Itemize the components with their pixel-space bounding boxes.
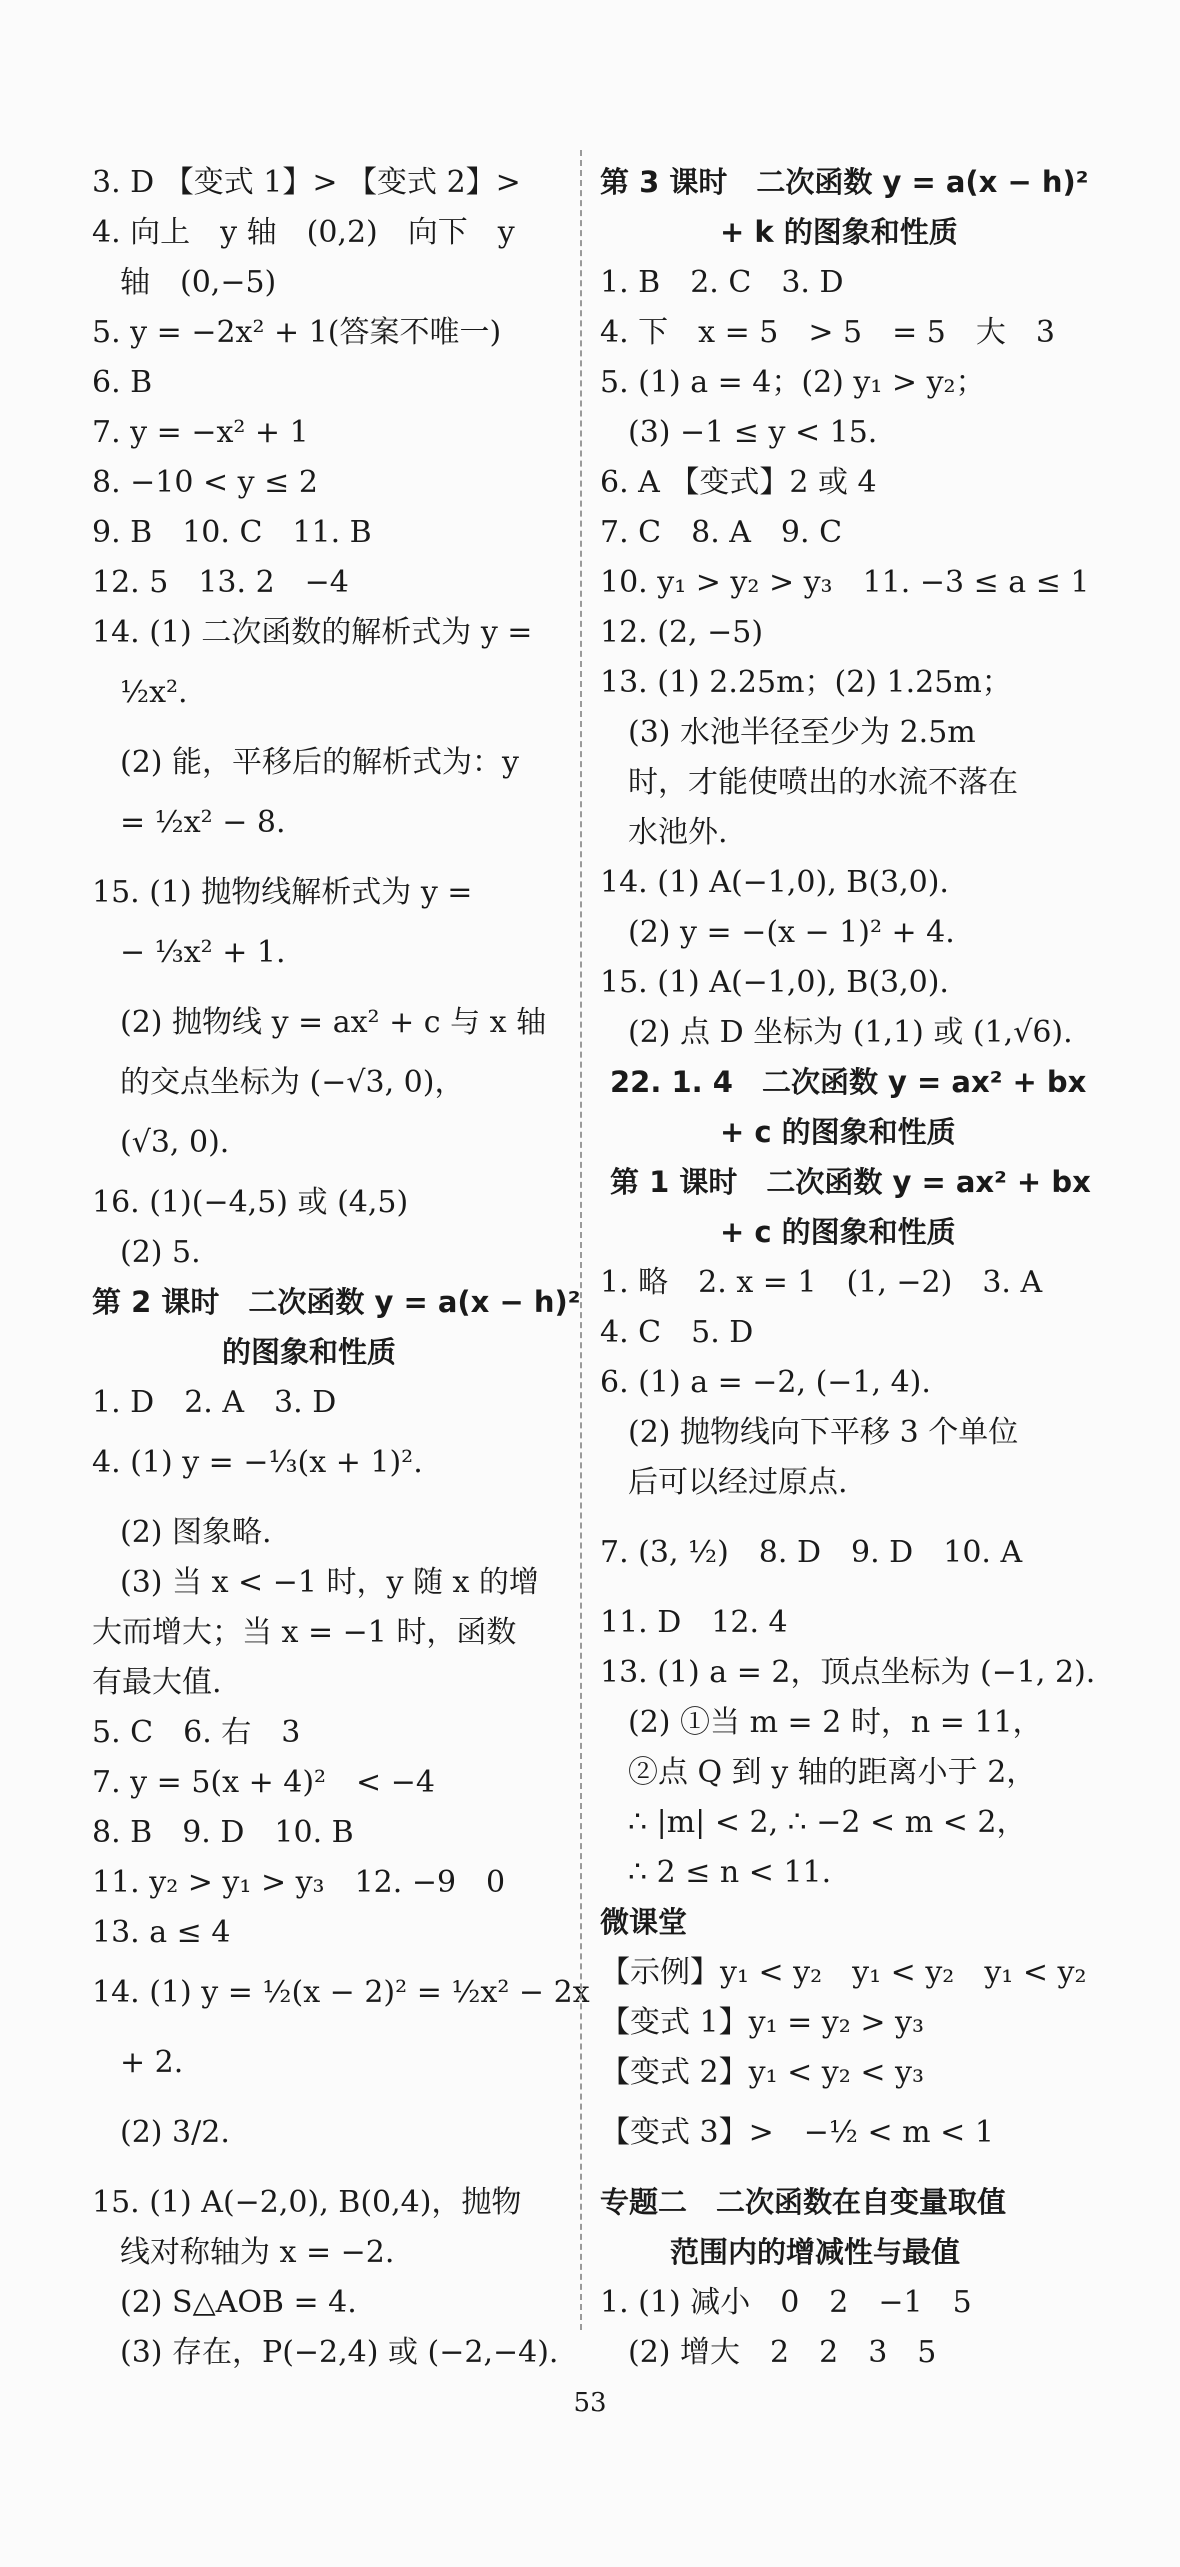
answer-line: 【示例】y₁ < y₂ y₁ < y₂ y₁ < y₂ (600, 1955, 1087, 1990)
answer-line: 3. D 【变式 1】> 【变式 2】> (92, 165, 521, 200)
answer-line: 5. y = −2x² + 1(答案不唯一) (92, 315, 502, 350)
answer-line: 1. (1) 减小 0 2 −1 5 (600, 2285, 972, 2320)
answer-line: (2) S△AOB = 4. (120, 2285, 357, 2320)
answer-line: 大而增大；当 x = −1 时，函数 (92, 1615, 517, 1650)
answer-line: 有最大值. (92, 1665, 222, 1700)
answer-line: 1. B 2. C 3. D (600, 265, 844, 300)
answer-line: 时，才能使喷出的水流不落在 (628, 765, 1018, 800)
answer-line: 15. (1) A(−1,0), B(3,0). (600, 965, 949, 1000)
answer-line: 6. A 【变式】2 或 4 (600, 465, 877, 500)
answer-line: (2) 抛物线 y = ax² + c 与 x 轴 (120, 1005, 547, 1040)
answer-line: (2) y = −(x − 1)² + 4. (628, 915, 955, 950)
answer-line: 轴 (0,−5) (120, 265, 277, 300)
answer-line: 7. (3, ½) 8. D 9. D 10. A (600, 1535, 1023, 1570)
answer-line: 4. C 5. D (600, 1315, 754, 1350)
answer-line: 14. (1) 二次函数的解析式为 y = (92, 615, 533, 650)
answer-line: 1. 略 2. x = 1 (1, −2) 3. A (600, 1265, 1043, 1300)
answer-line: 9. B 10. C 11. B (92, 515, 372, 550)
answer-line: (2) 能，平移后的解析式为：y (120, 745, 519, 780)
answer-line: 【变式 2】y₁ < y₂ < y₃ (600, 2055, 924, 2090)
answer-line: ∴ |m| < 2, ∴ −2 < m < 2， (628, 1805, 1027, 1840)
lesson-heading: + k 的图象和性质 (720, 215, 958, 249)
answer-line: 1. D 2. A 3. D (92, 1385, 337, 1420)
answer-line: (3) 当 x < −1 时，y 随 x 的增 (120, 1565, 539, 1600)
answer-line: 线对称轴为 x = −2. (120, 2235, 395, 2270)
answer-line: 11. y₂ > y₁ > y₃ 12. −9 0 (92, 1865, 506, 1900)
lesson-heading: 第 3 课时 二次函数 y = a(x − h)² (600, 165, 1089, 199)
section-heading: + c 的图象和性质 (720, 1115, 956, 1149)
answer-line: 4. (1) y = −⅓(x + 1)². (92, 1445, 423, 1480)
answer-line: 11. D 12. 4 (600, 1605, 788, 1640)
answer-line: 的交点坐标为 (−√3, 0)， (120, 1065, 465, 1100)
answer-line: 后可以经过原点. (628, 1465, 848, 1500)
answer-line: ½x². (120, 675, 188, 710)
answer-line: (√3, 0). (120, 1125, 230, 1160)
answer-line: 7. y = −x² + 1 (92, 415, 309, 450)
answer-line: 13. (1) a = 2，顶点坐标为 (−1, 2). (600, 1655, 1096, 1690)
answer-line: (2) 增大 2 2 3 5 (628, 2335, 937, 2370)
answer-line: 7. C 8. A 9. C (600, 515, 843, 550)
answer-line: 4. 下 x = 5 > 5 = 5 大 3 (600, 315, 1055, 350)
answer-line: 7. y = 5(x + 4)² < −4 (92, 1765, 435, 1800)
answer-line: 14. (1) A(−1,0), B(3,0). (600, 865, 949, 900)
answer-line: 12. 5 13. 2 −4 (92, 565, 349, 600)
answer-line: 12. (2, −5) (600, 615, 764, 650)
lesson-heading: 第 2 课时 二次函数 y = a(x − h)² (92, 1285, 581, 1319)
answer-line: + 2. (120, 2045, 184, 2080)
answer-line: − ⅓x² + 1. (120, 935, 286, 970)
answer-line: 8. B 9. D 10. B (92, 1815, 354, 1850)
answer-line: (3) −1 ≤ y < 15. (628, 415, 878, 450)
answer-line: ∴ 2 ≤ n < 11. (628, 1855, 832, 1890)
answer-line: 13. (1) 2.25m；(2) 1.25m； (600, 665, 1012, 700)
answer-line: = ½x² − 8. (120, 805, 286, 840)
answer-line: 13. a ≤ 4 (92, 1915, 231, 1950)
answer-line: 5. C 6. 右 3 (92, 1715, 301, 1750)
answer-line: (2) 5. (120, 1235, 201, 1270)
section-heading: 范围内的增减性与最值 (670, 2235, 961, 2269)
answer-line: (2) 图象略. (120, 1515, 272, 1550)
answer-line: 15. (1) A(−2,0), B(0,4)，抛物 (92, 2185, 522, 2220)
lesson-heading: 第 1 课时 二次函数 y = ax² + bx (610, 1165, 1091, 1199)
answer-line: 16. (1)(−4,5) 或 (4,5) (92, 1185, 409, 1220)
answer-line: 水池外. (628, 815, 728, 850)
section-heading: 微课堂 (600, 1905, 688, 1939)
answer-line: (2) 点 D 坐标为 (1,1) 或 (1,√6). (628, 1015, 1073, 1050)
answer-line: (3) 水池半径至少为 2.5m (628, 715, 976, 750)
answer-line: 6. (1) a = −2, (−1, 4). (600, 1365, 931, 1400)
section-heading: 专题二 二次函数在自变量取值 (600, 2185, 1007, 2219)
answer-line: (2) 抛物线向下平移 3 个单位 (628, 1415, 1019, 1450)
answer-line: 15. (1) 抛物线解析式为 y = (92, 875, 473, 910)
answer-line: 10. y₁ > y₂ > y₃ 11. −3 ≤ a ≤ 1 (600, 565, 1090, 600)
answer-line: 6. B (92, 365, 153, 400)
lesson-heading: + c 的图象和性质 (720, 1215, 956, 1249)
column-divider (580, 150, 582, 2330)
answer-line: (3) 存在，P(−2,4) 或 (−2,−4). (120, 2335, 559, 2370)
answer-line: (2) 3/2. (120, 2115, 230, 2150)
lesson-heading: 的图象和性质 (222, 1335, 397, 1369)
answer-line: 14. (1) y = ½(x − 2)² = ½x² − 2x (92, 1975, 590, 2010)
answer-line: 【变式 3】> −½ < m < 1 (600, 2115, 994, 2150)
section-heading: 22. 1. 4 二次函数 y = ax² + bx (610, 1065, 1087, 1099)
answer-line: ②点 Q 到 y 轴的距离小于 2， (628, 1755, 1037, 1790)
answer-line: (2) ①当 m = 2 时，n = 11， (628, 1705, 1043, 1740)
page-number: 53 (573, 2388, 607, 2418)
answer-line: 5. (1) a = 4；(2) y₁ > y₂； (600, 365, 986, 400)
answer-line: 【变式 1】y₁ = y₂ > y₃ (600, 2005, 924, 2040)
answer-line: 4. 向上 y 轴 (0,2) 向下 y (92, 215, 515, 250)
answer-line: 8. −10 < y ≤ 2 (92, 465, 318, 500)
